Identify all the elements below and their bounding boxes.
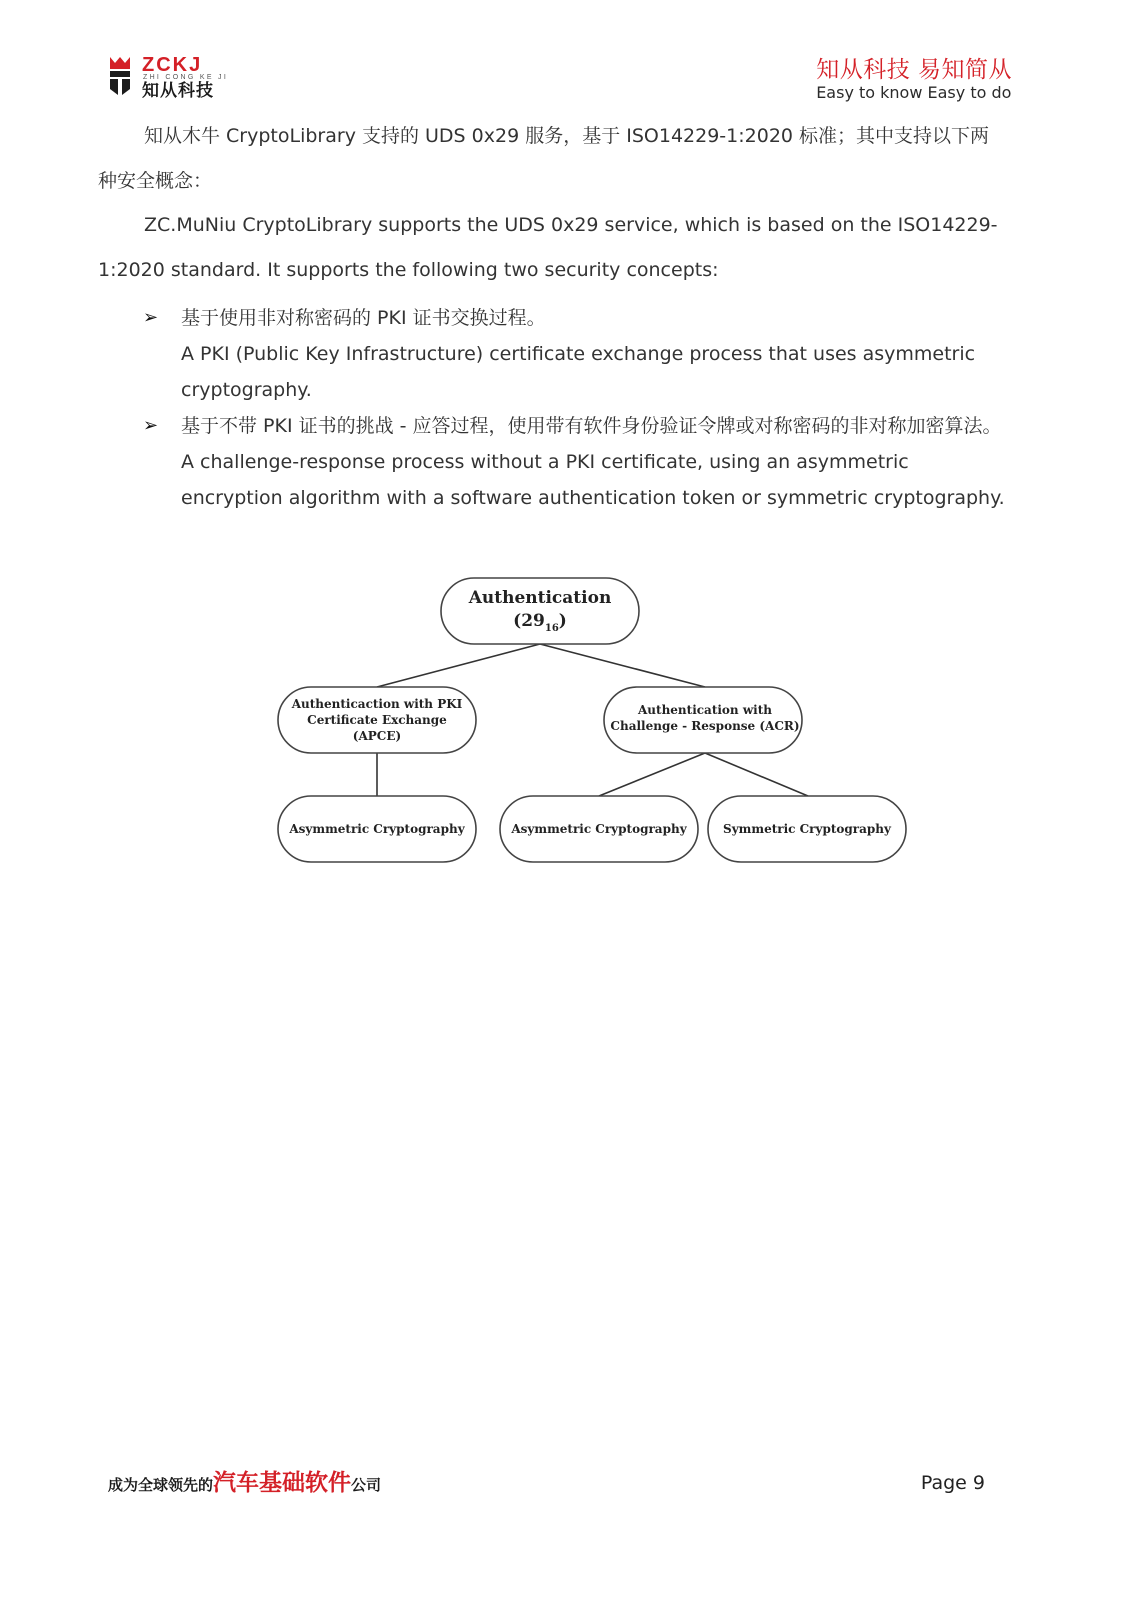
footer-tagline <box>108 1468 381 1500</box>
diagram-canvas <box>270 572 920 872</box>
security-concepts-list <box>143 300 1013 516</box>
leaf-label: Asymmetric Cryptography <box>289 822 465 836</box>
node-leaf-asymmetric-acr <box>500 796 698 862</box>
logo-latin-text: ZCKJ <box>142 54 203 76</box>
logo-chinese-text: 知从科技 <box>142 81 214 101</box>
page-header <box>0 0 1123 110</box>
authentication-tree-diagram <box>270 572 920 872</box>
node-apce <box>278 687 476 753</box>
intro-chinese-paragraph: 知从木牛 CryptoLibrary 支持的 UDS 0x29 服务，基于 ISO14229-1:2020 标准；其中支持以下两种安全概念： <box>98 125 990 192</box>
arrow-bullet-icon: ➢ <box>143 415 159 436</box>
intro-english-paragraph: ZC.MuNiu CryptoLibrary supports the UDS 0x29 service, which is based on the ISO14229-1:2020 standard. It supports the following two security concepts: <box>98 214 998 281</box>
connector-line <box>377 644 540 687</box>
acr-line-2: Challenge - Response (ACR) <box>610 719 800 733</box>
logo-pinyin-text: ZHI CONG KE JI <box>143 74 229 81</box>
node-leaf-symmetric-acr <box>708 796 906 862</box>
header-slogan <box>816 57 1012 103</box>
arrow-bullet-icon: ➢ <box>143 307 159 328</box>
list-item <box>143 408 1013 516</box>
connector-line <box>540 644 705 687</box>
slogan-chinese: 知从科技 易知简从 <box>816 57 1012 83</box>
tagline-suffix: 公司 <box>351 1476 382 1494</box>
connector-line <box>599 753 705 796</box>
bullet-chinese-text: 基于使用非对称密码的 PKI 证书交换过程。 <box>181 307 546 329</box>
bullet-english-text: A challenge-response process without a PKI certificate, using an asymmetric encryption algorithm with a software authentication token or symmetric cryptography. <box>181 451 1005 509</box>
node-authentication-root <box>441 578 639 644</box>
root-code: $(29_{16})$ <box>513 611 567 634</box>
tagline-highlight: 汽车基础软件 <box>213 1470 352 1496</box>
node-acr <box>604 687 802 753</box>
list-item <box>143 300 1013 408</box>
page-number: Page 9 <box>920 1472 985 1494</box>
acr-line-1: Authentication with <box>637 703 773 717</box>
leaf-label: Asymmetric Cryptography <box>511 822 687 836</box>
node-leaf-asymmetric-apce <box>278 796 476 862</box>
apce-line-1: Authenticaction with PKI <box>291 697 463 711</box>
slogan-english: Easy to know Easy to do <box>816 83 1012 102</box>
bullet-chinese-text: 基于不带 PKI 证书的挑战 - 应答过程，使用带有软件身份验证令牌或对称密码的非对称加密算法。 <box>181 415 1002 437</box>
connector-line <box>705 753 808 796</box>
apce-line-2: Certificate Exchange <box>307 713 447 727</box>
logo-emblem-icon <box>106 55 134 97</box>
tagline-prefix: 成为全球领先的 <box>108 1476 214 1494</box>
company-logo <box>106 55 236 101</box>
apce-line-3: (APCE) <box>352 729 402 743</box>
bullet-english-text: A PKI (Public Key Infrastructure) certificate exchange process that uses asymmetric cryptography. <box>181 343 976 401</box>
root-label: Authentication <box>468 588 612 608</box>
leaf-label: Symmetric Cryptography <box>723 822 891 836</box>
